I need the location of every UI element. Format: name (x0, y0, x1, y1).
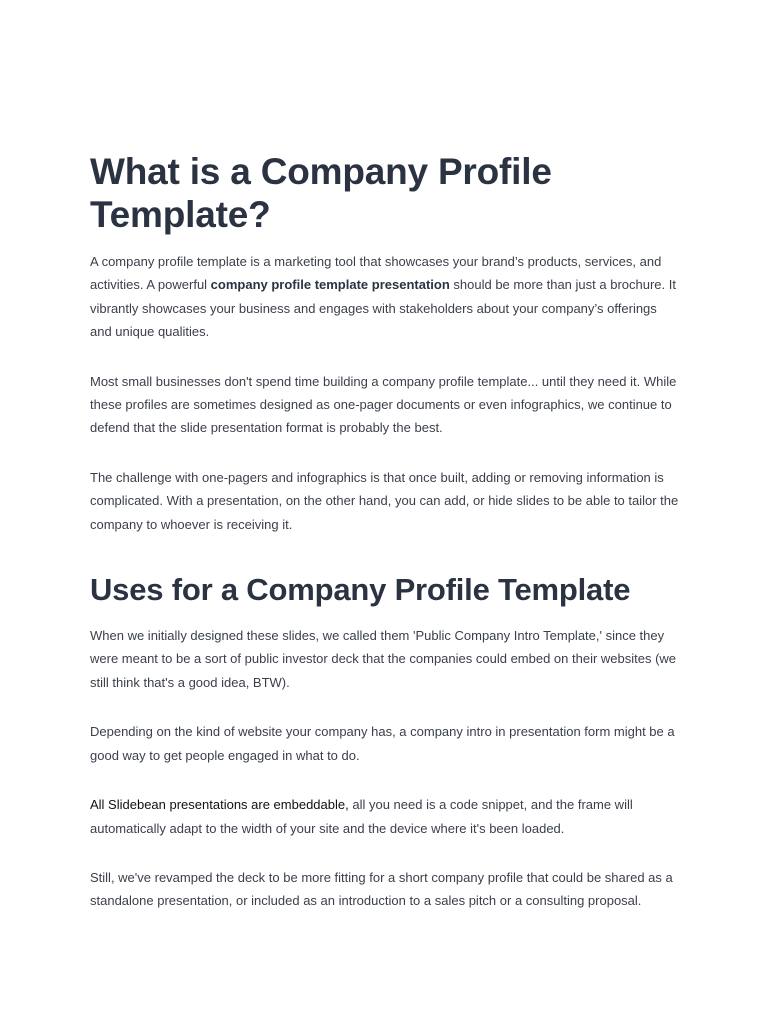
paragraph-revamped: Still, we've revamped the deck to be more fitting for a short company profile that could be shared as a standalone presentation, or included as an introduction to a sales pitch or a consulting proposal. (90, 869, 673, 909)
page-title: What is a Company Profile Template? (90, 151, 552, 235)
embeddable-link[interactable]: All Slidebean presentations are embeddable, (90, 797, 349, 813)
section-heading-uses: Uses for a Company Profile Template (90, 572, 631, 608)
intro-text-end: should be more than just a brochure. It vibrantly showcases your business and engages with stakeholders about your company’s offerings and unique qualities. (90, 277, 676, 340)
intro-paragraph (90, 250, 680, 344)
intro-text-start: A company profile template is a marketing tool that showcases your brand’s products, services, and activities. A powerful (90, 254, 662, 293)
paragraph-small-businesses: Most small businesses don't spend time building a company profile template... until they need it. While these profiles are sometimes designed as one-pager documents or even infographics, we continue to defend that the slide presentation format is probably the best. (90, 373, 677, 436)
article (90, 150, 680, 913)
paragraph-challenge: The challenge with one-pagers and infographics is that once built, adding or removing information is complicated. With a presentation, on the other hand, you can add, or hide slides to be able to tailor the company to whoever is receiving it. (90, 469, 679, 532)
paragraph-initial-design: When we initially designed these slides, we called them 'Public Company Intro Template,' since they were meant to be a sort of public investor deck that the companies could embed on their websites (we still think that's a good idea, BTW). (90, 628, 677, 690)
embeddable-text: all you need is a code snippet, and the frame will automatically adapt to the width of your site and the device where it's been loaded. (90, 797, 633, 836)
paragraph-website-kind: Depending on the kind of website your company has, a company intro in presentation form might be a good way to get people engaged in what to do. (90, 724, 675, 763)
paragraph-embeddable (90, 793, 680, 840)
intro-bold-phrase: company profile template presentation (210, 277, 450, 293)
